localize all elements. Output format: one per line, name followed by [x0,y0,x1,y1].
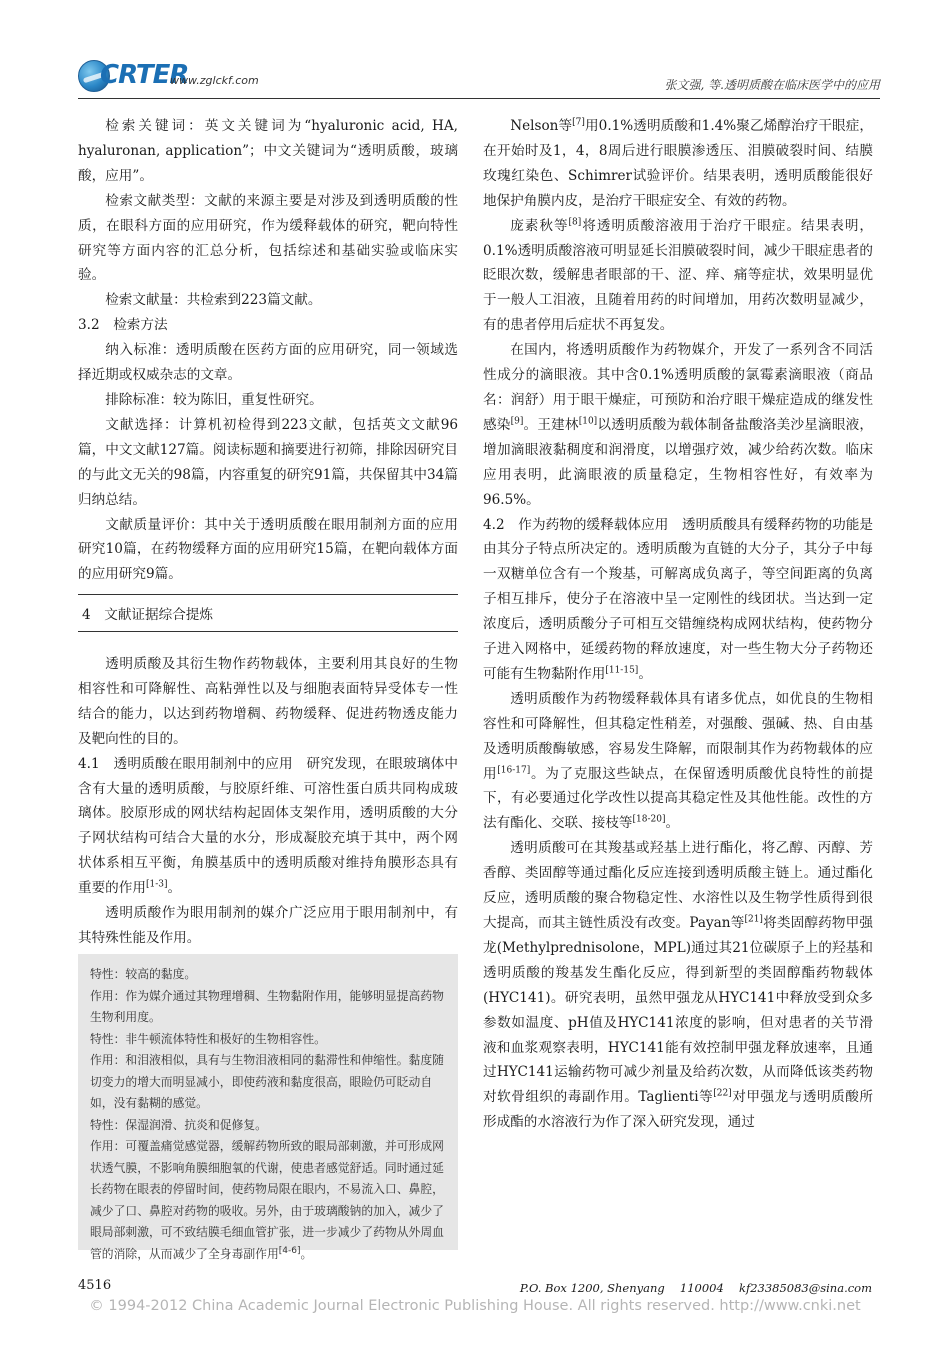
paragraph: 在国内，将透明质酸作为药物媒介，开发了一系列含不同活性成分的滴眼液。其中含0.1%透明质酸的氯霉素滴眼液（商品名：润舒）用于眼干燥症，可预防和治疗眼干燥症造成的继发性感染[9]。王建林[10]以透明质酸为载体制备盐酸洛美沙星滴眼液，增加滴眼液黏稠度和润滑度，以增强疗效，减少给药次数。临床应用表明，此滴眼液的质量稳定，生物相容性好，有效率为96.5%。 [483,342,874,508]
header-divider [78,98,880,99]
left-column-top [78,114,458,587]
box-line: 作用：和泪液相似，具有与生物泪液相同的黏滞性和伸缩性。黏度随切变力的增大而明显减小，即使药液和黏度很高，眼睑仍可眨动自如，没有黏糊的感觉。 [90,1053,444,1110]
footer-address: P.O. Box 1200, Shenyang 110004 kf23385083@sina.com [519,1281,872,1295]
citation: [8] [568,217,582,228]
citation: [21] [744,914,763,925]
running-title: 张文强, 等.透明质酸在临床医学中的应用 [664,78,880,92]
citation: [10] [578,416,598,427]
right-column [483,114,873,1135]
paragraph: 文献质量评价：其中关于透明质酸在眼用制剂方面的应用研究10篇，在药物缓释方面的应用研究15篇，在靶向载体方面的应用研究9篇。 [78,516,458,583]
paragraph: 检索文献类型：文献的来源主要是对涉及到透明质酸的性质，在眼科方面的应用研究，作为缓释载体的研究，靶向特性研究等方面内容的汇总分析，包括综述和基础实验或临床实验。 [78,192,458,284]
citation: [9] [510,416,524,427]
paragraph: 纳入标准：透明质酸在医药方面的应用研究，同一领域选择近期或权威杂志的文章。 [78,342,458,384]
box-line: 作用：可覆盖痛觉感觉器，缓解药物所致的眼局部刺激，并可形成网状透气膜，不影响角膜细胞氧的代谢，使患者感觉舒适。同时通过延长药物在眼表的停留时间，使药物局限在眼内，不易流入口、鼻腔，减少了口、鼻腔对药物的吸收。另外，由于玻璃酸钠的加入，减少了眼局部刺激，可不致结膜毛细血管扩张，进一步减少了药物从外周血管的消除，从而减少了全身毒副作用[4-6]。 [90,1139,444,1261]
paragraph: 检索关键词：英文关键词为“hyaluronic acid, HA, hyaluronan, application”；中文关键词为“透明质酸，玻璃酸，应用”。 [78,118,458,184]
paragraph: 透明质酸作为眼用制剂的媒介广泛应用于眼用制剂中，有其特殊性能及作用。 [78,905,458,946]
site-url: www.zglckf.com [170,74,259,87]
citation: [22] [713,1088,732,1099]
box-line: 特性：保湿润滑、抗炎和促修复。 [90,1117,267,1132]
box-line: 作用：作为媒介通过其物理增稠、生物黏附作用，能够明显提高药物生物利用度。 [90,988,444,1024]
paragraph: 检索文献量：共检索到223篇文献。 [105,292,322,309]
left-column-bottom [78,652,458,951]
paragraph: 透明质酸作为药物缓释载体具有诸多优点，如优良的生物相容性和可降解性，但其稳定性稍差，对强酸、强碱、热、自由基及透明质酸酶敏感，容易发生降解，而限制其作为药物载体的应用[16-17]。为了克服这些缺点，在保留透明质酸优良特性的前提下，有必要通过化学改性以提高其稳定性及其他性能。改性的方法有酯化、交联、接枝等[18-20]。 [483,690,873,832]
citation: [7] [572,117,585,128]
logo-text: CRTER [100,60,189,90]
properties-box [78,954,458,1261]
paragraph: 4.1 透明质酸在眼用制剂中的应用 研究发现，在眼玻璃体中含有大量的透明质酸，与胶原纤维、可溶性蛋白质共同构成玻璃体。胶原形成的网状结构起固体支架作用，透明质酸的大分子网状结构可结合大量的水分，形成凝胶充填于其中，两个网状体系相互平衡，角膜基质中的透明质酸对维持角膜形态具有重要的作用[1-3]。 [78,755,458,897]
paragraph: 文献选择：计算机初检得到223文献，包括英文文献96篇，中文文献127篇。阅读标题和摘要进行初筛，排除因研究目的与此文无关的98篇，内容重复的研究91篇，共保留其中34篇归纳总结。 [78,416,458,508]
section-title: 4 文献证据综合提炼 [82,607,213,623]
citation: [16-17] [497,765,531,776]
subsection-heading: 3.2 检索方法 [78,317,168,334]
paragraph: 庞素秋等[8]将透明质酸溶液用于治疗干眼症。结果表明，0.1%透明质酸溶液可明显延长泪膜破裂时间，减少干眼症患者的眨眼次数，缓解患者眼部的干、涩、痒、痛等症状，效果明显优于一般人工泪液，且随着用药的时间增加，用药次数明显减少，有的患者停用后症状不再复发。 [483,217,873,334]
citation: [4-6] [278,1245,301,1256]
box-line: 特性：非牛顿流体特性和极好的生物相容性。 [90,1031,326,1046]
box-line: 特性：较高的黏度。 [90,967,197,981]
paragraph: 4.2 作为药物的缓释载体应用 透明质酸具有缓释药物的功能是由其分子特点所决定的。透明质酸为直链的大分子，其分子中每一双糖单位含有一个羧基，可解离成负离子，等空间距离的负离子相互排斥，使分子在溶液中呈一定刚性的线团状。当达到一定浓度后，透明质酸分子可相互交错缠绕构成网状结构，使药物分子进入网格中，延缓药物的释放速度，对一些生物大分子药物还可能有生物黏附作用[11-15]。 [483,516,873,682]
copyright-watermark: © 1994-2012 China Academic Journal Electronic Publishing House. All rights reserved. http://www.cnki.net [89,1298,861,1314]
paragraph: Nelson等[7]用0.1%透明质酸和1.4%聚乙烯醇治疗干眼症，在开始时及1，4，8周后进行眼膜渗透压、泪膜破裂时间、结膜玫瑰红染色、Schimrer试验评价。结果表明，透明质酸能很好地保护角膜内皮，是治疗干眼症安全、有效的药物。 [483,117,873,209]
page-number: 4516 [78,1278,112,1293]
section-heading-block [78,594,458,632]
journal-logo [78,58,288,94]
citation: [11-15] [605,665,639,676]
paragraph: 透明质酸可在其羧基或羟基上进行酯化，将乙醇、丙醇、芳香醇、类固醇等通过酯化反应连接到透明质酸主链上。通过酯化反应，透明质酸的聚合物稳定性、水溶性以及生物学性质得到很大提高，而其主链性质没有改变。Payan等[21]将类固醇药物甲强龙(Methylprednisolone，MPL)通过其21位碳原子上的羟基和透明质酸的羧基发生酯化反应，得到新型的类固醇酯药物载体(HYC141)。研究表明，虽然甲强龙从HYC141中释放受到众多参数如温度、pH值及HYC141浓度的影响，但对患者的关节滑液和血浆观察表明，HYC141能有效控制甲强龙释放速率，且通过HYC141运输药物可减少剂量及给药次数，从而降低该类药物对软骨组织的毒副作用。Taglienti等[22]对甲强龙与透明质酸所形成酯的水溶液行为作了深入研究发现，通过 [483,840,874,1131]
citation: [1-3] [145,879,168,890]
page-header [78,58,880,98]
section-rule-bottom [78,631,458,632]
paragraph: 排除标准：较为陈旧，重复性研究。 [105,391,323,408]
paragraph: 透明质酸及其衍生物作药物载体，主要利用其良好的生物相容性和可降解性、高粘弹性以及与细胞表面特异受体专一性结合的能力，以达到药物增稠、药物缓释、促进药物透皮能力及靶向性的目的。 [78,656,458,747]
citation: [18-20] [632,814,666,825]
